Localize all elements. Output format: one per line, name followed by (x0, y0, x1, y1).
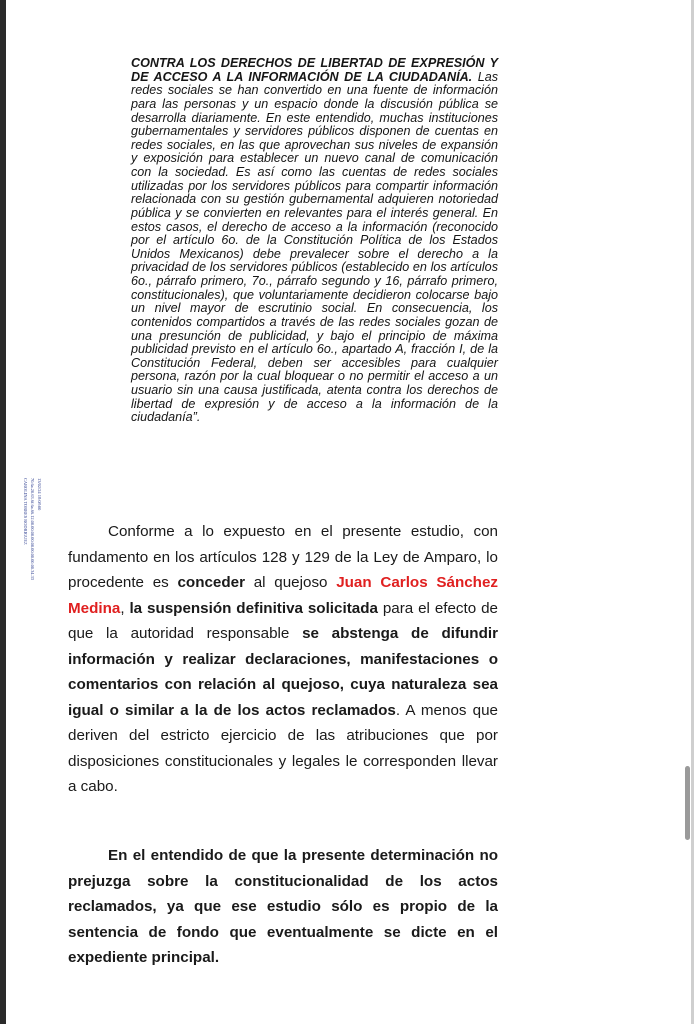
p1-bold-conceder: conceder (177, 574, 246, 591)
p1-bold-suspension: la suspensión definitiva solicitada (129, 599, 378, 617)
p1-bold-abstain: se abstenga de difundir información y realizar declaraciones, manifestaciones o comentarios con relación al quejoso, cuya naturaleza sea igual o similar a la de los actos reclamados (68, 625, 498, 719)
complainant-name: Juan Carlos Sánchez Medina (68, 574, 498, 617)
signature-line-3: 13/02/24 18:08:00 (37, 478, 42, 511)
p1-text-3: , (120, 599, 130, 617)
signature-line-1: CAROLINA TORRES RODRIGUEZ (23, 478, 28, 545)
electronic-signature-stamp (22, 478, 52, 628)
block-quote (131, 57, 498, 425)
quote-heading: CONTRA LOS DERECHOS DE LIBERTAD DE EXPRESIÓN Y DE ACCESO A LA INFORMACIÓN DE LA CIUDADANÍA. (131, 56, 498, 84)
p1-text-2: al quejoso (245, 574, 337, 591)
p1-text-1: Conforme a lo expuesto en el presente estudio, con fundamento en los artículos 128 y 129 de la Ley de Amparo, lo procedente es (68, 523, 498, 591)
signature-line-2: 70.6a.20.63.6f.6a.66.12.00.00.00.00.00.00.00.00.00.34.33 (30, 478, 35, 580)
paragraph-clarification: En el entendido de que la presente determinación no prejuzga sobre la constitucionalidad de los actos reclamados, ya que ese estudio sólo es propio de la sentencia de fondo que eventualmente se dicte en el expediente principal. (68, 847, 498, 966)
p1-text-4: para el efecto de que la autoridad responsable (68, 599, 498, 642)
quote-body: Las redes sociales se han convertido en una fuente de información para las personas y un espacio donde la discusión pública se desarrolla diariamente. En este entendido, muchas instituciones gubernamentales y servidores públicos disponen de cuentas en redes sociales, en las que aprovechan sus niveles de expansión y exposición para establecer un nuevo canal de comunicación con la sociedad. Es así como las cuentas de redes sociales utilizadas por los servidores públicos para compartir información relacionada con su gestión gubernamental adquieren notoriedad pública y se convierten en relevantes para el interés general. En estos casos, el derecho de acceso a la información (reconocido por el artículo 6o. de la Constitución Política de los Estados Unidos Mexicanos) debe prevalecer sobre el derecho a la privacidad de los servidores públicos (establecido en los artículos 6o., párrafo primero, 7o., párrafo segundo y 16, párrafo primero, constitucionales), que voluntariamente decidieron colocarse bajo un nivel mayor de escrutinio social. En consecuencia, los contenidos compartidos a través de las redes sociales gozan de una presunción de publicidad, y bajo el principio de máxima publicidad previsto en el artículo 6o., apartado A, fracción I, de la Constitución Federal, deben ser accesibles para cualquier persona, razón por la cual bloquear o no permitir el acceso a un usuario sin una causa justificada, atenta contra los derechos de libertad de expresión y de acceso a la información de la ciudadanía”. (131, 69, 498, 425)
p1-text-5: . A menos que deriven del estricto ejercicio de las atribuciones que por disposiciones constitucionales y legales le corresponden llevar a cabo. (68, 701, 498, 795)
viewer-left-edge (0, 0, 6, 1024)
scrollbar-thumb[interactable] (685, 766, 690, 840)
paragraph-conclusion (68, 519, 498, 800)
